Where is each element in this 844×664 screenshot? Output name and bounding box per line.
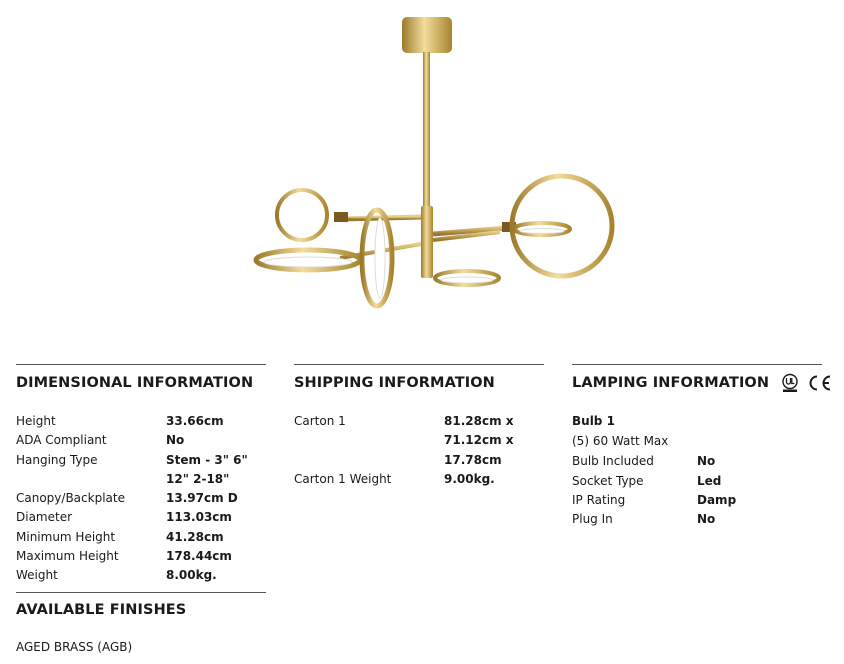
certification-marks (779, 373, 832, 393)
section-divider (16, 364, 266, 365)
dimensional-information-section (16, 364, 266, 586)
spec-value: 33.66cm (166, 414, 224, 428)
section-heading: LAMPING INFORMATION (572, 375, 770, 391)
section-divider (572, 364, 822, 365)
spec-row-canopy (16, 489, 266, 508)
spec-value: 9.00kg. (444, 471, 495, 486)
spec-value: No (166, 433, 185, 448)
finish-item: AGED BRASS (AGB) (16, 640, 133, 654)
spec-value: 13.97cm D (166, 491, 238, 506)
spec-label: Carton 1 Weight (294, 471, 392, 486)
spec-label: Height (16, 414, 56, 428)
spec-row-minimum-height (16, 528, 266, 547)
spec-row-carton-1 (294, 412, 544, 470)
section-heading: SHIPPING INFORMATION (294, 375, 495, 391)
section-heading-row (572, 372, 822, 394)
spec-value: 113.03cm (166, 510, 232, 525)
spec-value: No (697, 512, 716, 527)
spec-row-plug-in (572, 510, 822, 529)
spec-value: Damp (697, 492, 737, 507)
spec-label: Maximum Height (16, 549, 119, 564)
available-finishes-section (16, 592, 266, 654)
spec-row-weight (16, 566, 266, 585)
spec-row-maximum-height (16, 547, 266, 566)
spec-list (294, 412, 544, 489)
spec-label: Hanging Type (16, 452, 98, 467)
spec-label: IP Rating (572, 492, 626, 507)
shipping-information-section (294, 364, 544, 489)
bulb-description: (5) 60 Watt Max (572, 434, 669, 449)
spec-row-height (16, 412, 266, 431)
ul-listed-icon (779, 373, 801, 393)
section-divider (16, 592, 266, 593)
spec-list (572, 412, 822, 529)
chandelier-product-image (240, 12, 630, 312)
section-divider (294, 364, 544, 365)
spec-row-diameter (16, 508, 266, 527)
spec-value: No (697, 454, 716, 469)
spec-label: Canopy/Backplate (16, 491, 125, 506)
spec-value: Led (697, 473, 722, 488)
section-heading: AVAILABLE FINISHES (16, 602, 187, 618)
spec-value: 41.28cm (166, 529, 224, 544)
spec-row-ada (16, 431, 266, 450)
spec-row-hanging-type (16, 451, 266, 490)
spec-label: Plug In (572, 512, 613, 527)
spec-label: ADA Compliant (16, 433, 107, 448)
ce-mark-icon (806, 374, 832, 392)
bulb-title: Bulb 1 (572, 414, 615, 428)
spec-row-carton-1-weight (294, 470, 544, 489)
spec-label: Bulb Included (572, 454, 654, 469)
spec-label: Weight (16, 568, 58, 583)
lamping-information-section (572, 364, 822, 529)
spec-row-socket-type (572, 472, 822, 491)
spec-value: 178.44cm (166, 549, 232, 564)
spec-label: Socket Type (572, 473, 644, 488)
spec-row-ip-rating (572, 491, 822, 510)
spec-value: 81.28cm x 71.12cm x 17.78cm (444, 414, 514, 467)
section-heading: DIMENSIONAL INFORMATION (16, 375, 254, 391)
spec-row-bulb-included (572, 452, 822, 471)
spec-value: 8.00kg. (166, 568, 217, 583)
spec-label: Diameter (16, 510, 73, 525)
spec-list (16, 412, 266, 586)
spec-label: Minimum Height (16, 529, 116, 544)
spec-label: Carton 1 (294, 414, 346, 428)
spec-value: Stem - 3" 6" 12" 2-18" (166, 452, 248, 486)
